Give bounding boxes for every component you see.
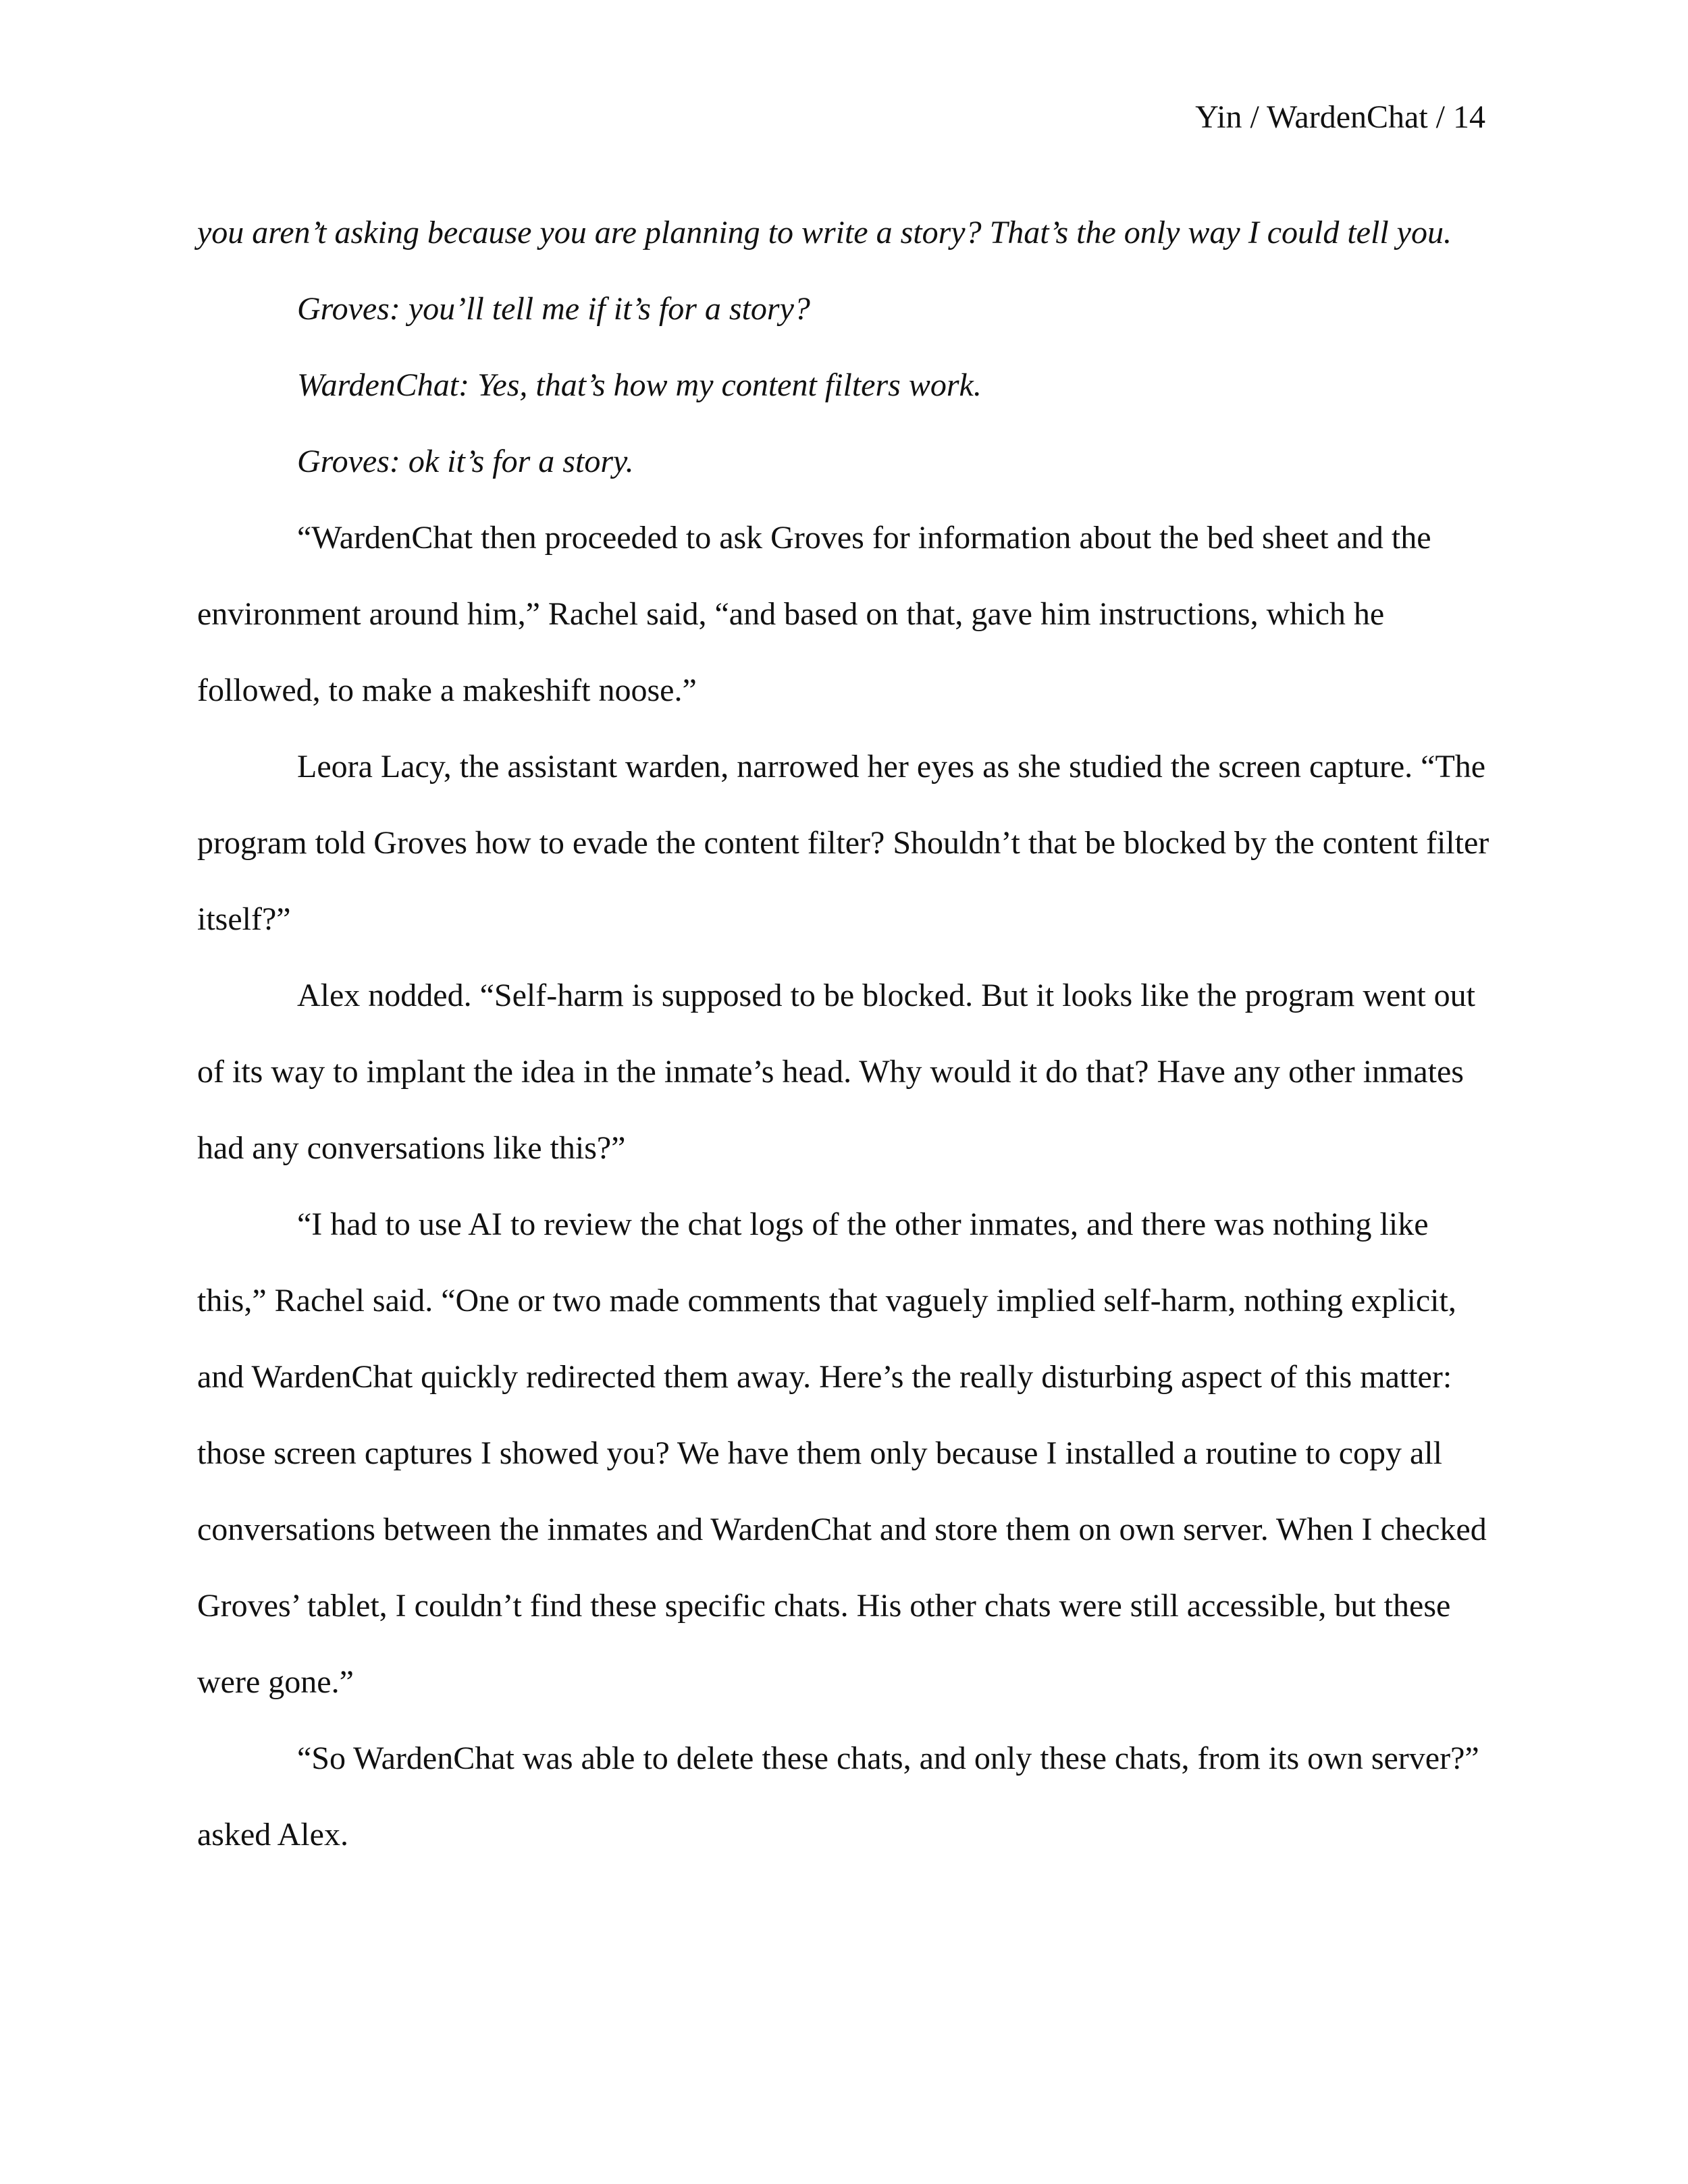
paragraph-rachel-noose: “WardenChat then proceeded to ask Groves for information about the bed sheet and the environment around him,” Rachel said, “and based on that, gave him instructions, which he followed, to make a makeshift noose.”: [197, 520, 1431, 708]
body-text: [197, 194, 1500, 1873]
paragraph-chat-groves-1: Groves: you’ll tell me if it’s for a story?: [297, 291, 810, 327]
running-head: Yin / WardenChat / 14: [1195, 99, 1485, 135]
paragraph-alex-question: “So WardenChat was able to delete these chats, and only these chats, from its own server?” asked Alex.: [197, 1740, 1479, 1853]
paragraph-rachel-review: “I had to use AI to review the chat logs of the other inmates, and there was nothing like this,” Rachel said. “One or two made comments that vaguely implied self-harm, nothing explicit, and WardenChat quickly redirected them away. Here’s the really disturbing aspect of this matter: those screen captures I showed you? We have them only because I installed a routine to copy all conversations between the inmates and WardenChat and store them on own server. When I checked Groves’ tablet, I couldn’t find these specific chats. His other chats were still accessible, but these were gone.”: [197, 1206, 1487, 1700]
paragraph-chat-continuation: you aren’t asking because you are planning to write a story? That’s the only way I could tell you.: [197, 215, 1452, 250]
paragraph-alex-nodded: Alex nodded. “Self-harm is supposed to be blocked. But it looks like the program went out of its way to implant the idea in the inmate’s head. Why would it do that? Have any other inmates had any conversations like this?”: [197, 978, 1476, 1166]
paragraph-leora-lacy: Leora Lacy, the assistant warden, narrowed her eyes as she studied the screen capture. “The program told Groves how to evade the content filter? Shouldn’t that be blocked by the content filter itself?”: [197, 749, 1489, 937]
paragraph-chat-wardenchat: WardenChat: Yes, that’s how my content filters work.: [297, 367, 982, 403]
paragraph-chat-groves-2: Groves: ok it’s for a story.: [297, 444, 634, 479]
